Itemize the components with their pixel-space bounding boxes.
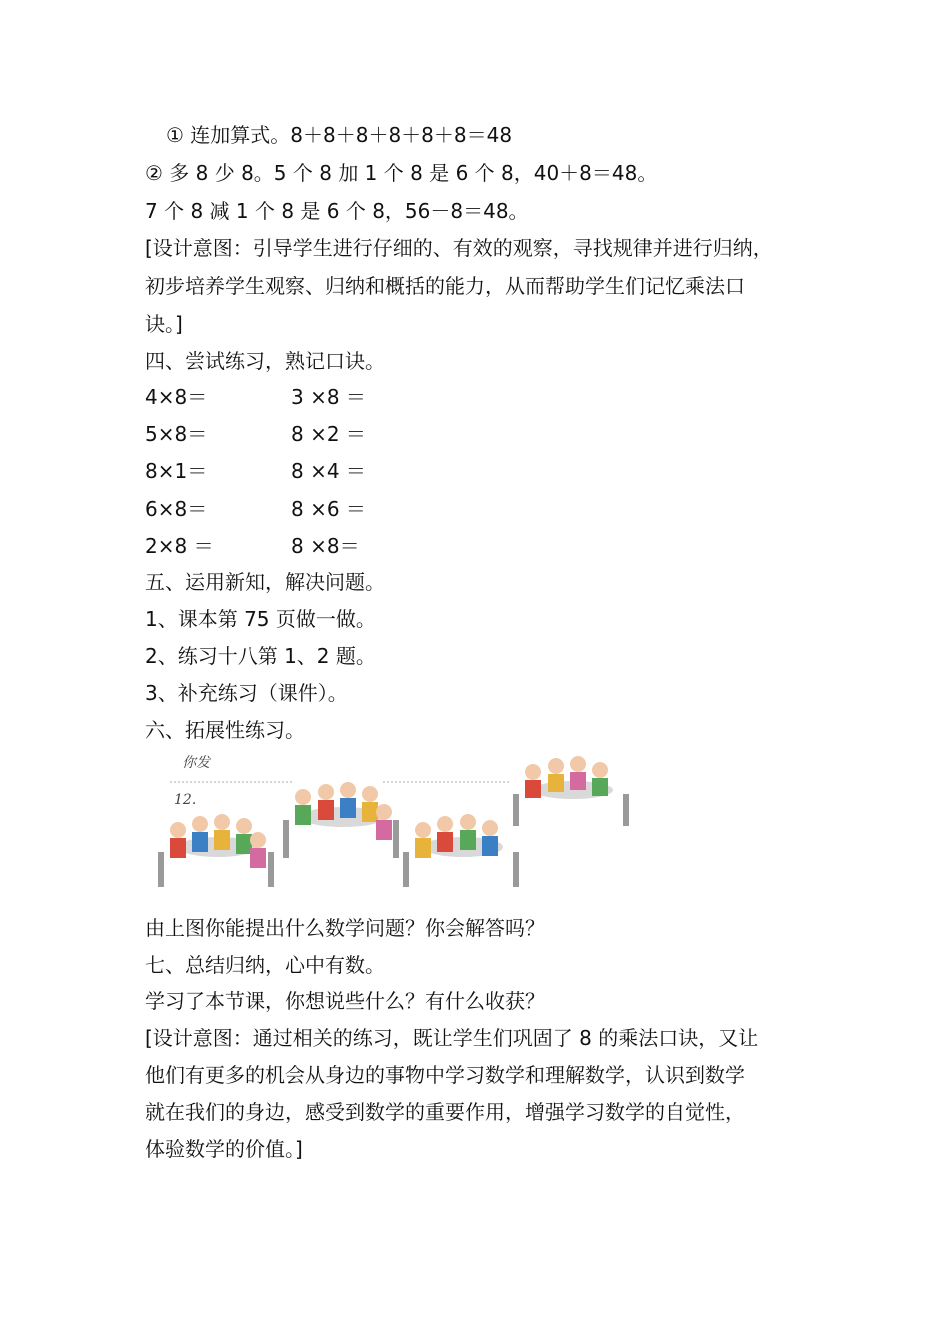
paragraph-addition: ① 连加算式。8＋8＋8＋8＋8＋8＝48 bbox=[166, 123, 513, 147]
section-heading-4: 四、尝试练习，熟记口诀。 bbox=[145, 349, 385, 373]
design-intent-2-line-1: [设计意图：通过相关的练习，既让学生们巩固了 8 的乘法口诀，又让 bbox=[145, 1026, 759, 1050]
section-heading-5: 五、运用新知，解决问题。 bbox=[145, 570, 385, 594]
exercise-left: 5×8＝ bbox=[145, 422, 208, 446]
exercise-right: 8 ×2 ＝ bbox=[291, 422, 366, 446]
exercise-right: 3 ×8 ＝ bbox=[291, 385, 366, 409]
section-heading-7: 七、总结归纳，心中有数。 bbox=[145, 953, 385, 977]
classroom-illustration bbox=[148, 752, 638, 902]
exercise-left: 4×8＝ bbox=[145, 385, 208, 409]
figure-number: 12. bbox=[174, 792, 197, 808]
design-intent-2-line-4: 体验数学的价值。] bbox=[145, 1137, 303, 1161]
reflection-line: 学习了本节课，你想说些什么？有什么收获？ bbox=[145, 989, 545, 1013]
exercise-right: 8 ×4 ＝ bbox=[291, 459, 366, 483]
figure-caption: 你发 bbox=[182, 755, 210, 771]
exercise-left: 8×1＝ bbox=[145, 459, 208, 483]
design-intent-1-line-3: 诀。] bbox=[145, 312, 183, 336]
paragraph-subtract: 7 个 8 减 1 个 8 是 6 个 8，56－8＝48。 bbox=[145, 199, 529, 223]
design-intent-1-line-2: 初步培养学生观察、归纳和概括的能力，从而帮助学生们记忆乘法口 bbox=[145, 274, 745, 298]
exercise-right: 8 ×6 ＝ bbox=[291, 497, 366, 521]
children-at-tables-drawing bbox=[148, 752, 638, 902]
design-intent-1-line-1: [设计意图：引导学生进行仔细的、有效的观察，寻找规律并进行归纳， bbox=[145, 236, 773, 260]
task-item-1: 1、课本第 75 页做一做。 bbox=[145, 607, 376, 631]
design-intent-2-line-3: 就在我们的身边，感受到数学的重要作用，增强学习数学的自觉性， bbox=[145, 1100, 745, 1124]
task-item-2: 2、练习十八第 1、2 题。 bbox=[145, 644, 376, 668]
design-intent-2-line-2: 他们有更多的机会从身边的事物中学习数学和理解数学，认识到数学 bbox=[145, 1063, 745, 1087]
exercise-right: 8 ×8＝ bbox=[291, 534, 360, 558]
task-item-3: 3、补充练习（课件）。 bbox=[145, 681, 348, 705]
question-line: 由上图你能提出什么数学问题？你会解答吗？ bbox=[145, 916, 545, 940]
exercise-left: 2×8 ＝ bbox=[145, 534, 214, 558]
paragraph-more-less: ② 多 8 少 8。5 个 8 加 1 个 8 是 6 个 8，40＋8＝48。 bbox=[145, 161, 658, 185]
section-heading-6: 六、拓展性练习。 bbox=[145, 718, 305, 742]
exercise-left: 6×8＝ bbox=[145, 497, 208, 521]
